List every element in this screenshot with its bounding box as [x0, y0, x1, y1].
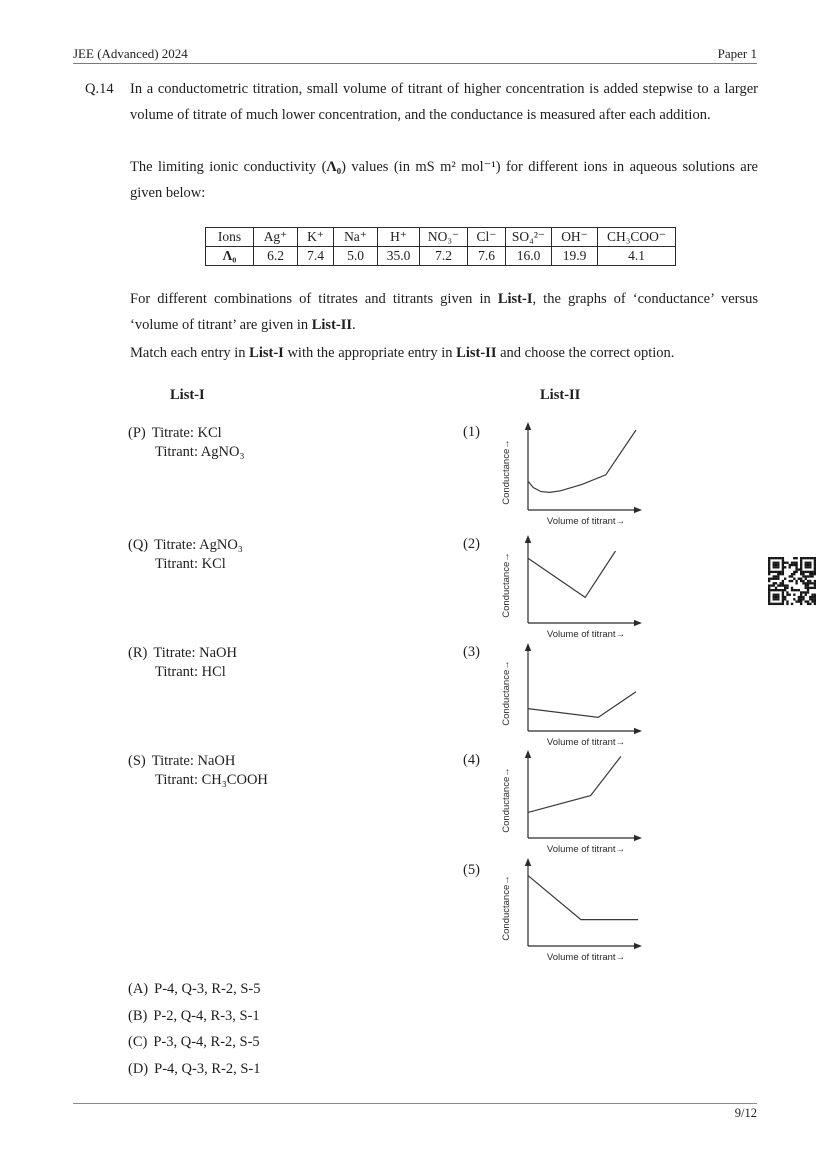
ion-cell: Cl⁻: [468, 228, 506, 247]
option-text: P-3, Q-4, R-2, S-5: [153, 1034, 260, 1050]
x-axis-label: Volume of titrant→: [546, 952, 626, 963]
graph-number-4: (4): [463, 752, 480, 768]
value-cell: 7.4: [298, 247, 334, 266]
list1-entry-s: [128, 752, 268, 790]
option-text: P-4, Q-3, R-2, S-1: [154, 1060, 261, 1077]
page-number: 9/12: [734, 1106, 757, 1120]
option-label: (D): [128, 1060, 149, 1077]
header-exam-title: JEE (Advanced) 2024: [73, 46, 188, 61]
para2-segment: The limiting ionic conductivity (: [130, 159, 327, 175]
ions-row: [206, 228, 676, 247]
para3-segment: , the graphs of ‘conductance’ versus ‘volume of titrant’ are given in: [130, 291, 758, 333]
conductance-graph-4: [500, 748, 660, 860]
entry-label: (S): [128, 753, 146, 769]
graph-number-1: (1): [463, 424, 480, 440]
option-label: (C): [128, 1034, 148, 1050]
x-axis-arrow-icon: [634, 943, 642, 949]
ion-cell: SO₄²⁻: [506, 228, 552, 247]
titrant-text: Titrant: CH₃COOH: [155, 772, 268, 788]
titrant-text: Titrant: HCl: [155, 664, 226, 680]
conductance-curve: [528, 876, 638, 920]
footer-divider: [73, 1103, 757, 1104]
value-cell: 16.0: [506, 247, 552, 266]
value-cell: Λ₀: [206, 247, 254, 266]
question-paragraph-3: [130, 286, 758, 338]
y-axis-label: Conductance→: [501, 767, 512, 833]
value-cell: 5.0: [334, 247, 378, 266]
titrate-text: Titrate: NaOH: [153, 645, 237, 661]
ion-cell: OH⁻: [552, 228, 598, 247]
y-axis-label: Conductance→: [501, 552, 512, 618]
x-axis-label: Volume of titrant→: [546, 629, 626, 640]
question-paragraph-2: [130, 154, 758, 206]
list1-title: List-I: [170, 387, 205, 403]
list1-mention: List-I: [249, 345, 284, 361]
entry-label: (P): [128, 425, 146, 441]
conductance-curve: [528, 756, 621, 812]
option-text: P-2, Q-4, R-3, S-1: [153, 1007, 260, 1024]
ion-cell: NO₃⁻: [420, 228, 468, 247]
option-label: (A): [128, 981, 149, 997]
answer-options: [128, 976, 260, 1082]
values-row: [206, 247, 676, 266]
titrate-text: Titrate: NaOH: [151, 753, 236, 769]
entry-label: (Q): [128, 537, 149, 553]
y-axis-arrow-icon: [525, 535, 531, 543]
question-paragraph-4: [130, 340, 758, 366]
value-cell: 4.1: [598, 247, 676, 266]
x-axis-label: Volume of titrant→: [546, 516, 626, 527]
conductance-curve: [528, 551, 616, 597]
titrant-text: Titrant: AgNO₃: [155, 444, 245, 460]
list2-mention: List-II: [311, 317, 353, 333]
question-paragraph-1: In a conductometric titration, small volume of titrant of higher concentration is added stepwise to a larger volume of titrate of much lower concentration, and the conductance is measured after each addition.: [130, 81, 758, 123]
value-cell: 7.6: [468, 247, 506, 266]
list2-mention: List-II: [456, 345, 497, 361]
x-axis-arrow-icon: [634, 835, 642, 841]
para4-segment: with the appropriate entry in: [283, 345, 457, 361]
titrate-text: Titrate: KCl: [151, 425, 222, 441]
ion-cell: K⁺: [298, 228, 334, 247]
y-axis-arrow-icon: [525, 422, 531, 430]
list1-entry-r: [128, 644, 237, 682]
x-axis-label: Volume of titrant→: [546, 737, 626, 748]
x-axis-arrow-icon: [634, 728, 642, 734]
para3-segment: For different combinations of titrates and titrants given in: [130, 291, 498, 307]
x-axis-label: Volume of titrant→: [546, 844, 626, 855]
y-axis-label: Conductance→: [501, 875, 512, 941]
titrant-text: Titrant: KCl: [155, 556, 226, 572]
conductance-graph-2: [500, 533, 660, 645]
list1-mention: List-I: [497, 291, 533, 307]
header-divider: [73, 63, 757, 64]
ion-cell: Ag⁺: [254, 228, 298, 247]
conductance-curve: [528, 430, 636, 492]
y-axis-label: Conductance→: [501, 439, 512, 505]
value-cell: 35.0: [378, 247, 420, 266]
graph-number-2: (2): [463, 536, 480, 552]
graph-number-5: (5): [463, 862, 480, 878]
header-paper-label: Paper 1: [717, 46, 757, 61]
option-c: [128, 1029, 260, 1056]
y-axis-arrow-icon: [525, 643, 531, 651]
option-d: [128, 1056, 260, 1083]
conductance-graph-5: [500, 856, 660, 968]
x-axis-arrow-icon: [634, 507, 642, 513]
conductance-curve: [528, 692, 636, 718]
lambda-symbol: Λ₀: [326, 159, 342, 175]
option-b: [128, 1003, 260, 1030]
value-cell: 19.9: [552, 247, 598, 266]
page-header: [73, 46, 757, 62]
option-text: P-4, Q-3, R-2, S-5: [154, 981, 261, 997]
titrate-text: Titrate: AgNO₃: [154, 537, 243, 553]
value-cell: 7.2: [420, 247, 468, 266]
option-label: (B): [128, 1007, 148, 1024]
list1-entry-p: [128, 424, 245, 462]
conductivity-table: [205, 227, 676, 266]
qr-code: [768, 556, 816, 606]
para4-segment: and choose the correct option.: [496, 345, 675, 361]
ion-cell: Na⁺: [334, 228, 378, 247]
ion-cell: CH₃COO⁻: [598, 228, 676, 247]
graph-number-3: (3): [463, 644, 480, 660]
option-a: [128, 976, 260, 1003]
entry-label: (R): [128, 645, 148, 661]
question-number: Q.14: [85, 81, 114, 97]
para3-segment: .: [352, 317, 356, 333]
value-cell: 6.2: [254, 247, 298, 266]
conductance-graph-3: [500, 641, 660, 753]
y-axis-arrow-icon: [525, 750, 531, 758]
conductance-graph-1: [500, 420, 660, 532]
para2-segment: ) values (in mS m² mol⁻¹) for different ions in aqueous solutions are given below:: [130, 159, 758, 201]
ion-cell: H⁺: [378, 228, 420, 247]
list2-title: List-II: [540, 387, 581, 403]
y-axis-arrow-icon: [525, 858, 531, 866]
x-axis-arrow-icon: [634, 620, 642, 626]
y-axis-label: Conductance→: [501, 660, 512, 726]
para4-segment: Match each entry in: [130, 345, 250, 361]
list1-entry-q: [128, 536, 243, 574]
ion-cell: Ions: [206, 228, 254, 247]
